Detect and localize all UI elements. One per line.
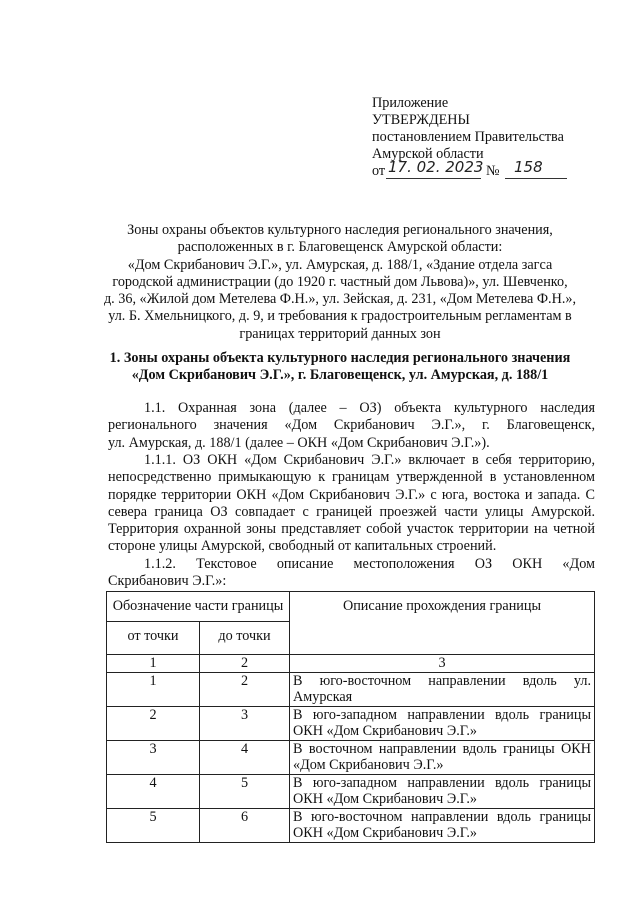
from-point-cell: 4 bbox=[107, 774, 200, 808]
from-point-cell: 3 bbox=[107, 740, 200, 774]
colnum-cell: 3 bbox=[290, 655, 595, 673]
title-line: ул. Б. Хмельницкого, д. 9, и требования к градостроительным регламентам в bbox=[108, 308, 572, 325]
to-point-cell: 6 bbox=[200, 808, 290, 842]
description-cell: В юго-восточном направлении вдоль границы ОКН «Дом Скрибанович Э.Г.» bbox=[290, 808, 595, 842]
paragraph-line: севера граница ОЗ совпадает с границей проезжей части улицы Амурской. bbox=[108, 503, 595, 520]
paragraph-line: Территория охранной зоны представляет собой участок территории на четной bbox=[108, 521, 595, 538]
header-boundary-description: Описание прохождения границы bbox=[290, 592, 595, 655]
date-underline bbox=[386, 178, 481, 179]
title-line: городской администрации (до 1920 г. частный дом Львова)», ул. Шевченко, bbox=[112, 273, 568, 290]
handwritten-date: 17. 02. 2023 bbox=[388, 158, 484, 176]
colnum-cell: 1 bbox=[107, 655, 200, 673]
date-prefix: от bbox=[372, 163, 386, 179]
paragraph-line: 1.1. Охранная зона (далее – ОЗ) объекта культурного наследия bbox=[144, 400, 595, 416]
boundary-table bbox=[106, 591, 595, 843]
description-cell: В юго-восточном направлении вдоль ул. Амурская bbox=[290, 672, 595, 706]
table-row bbox=[107, 774, 595, 808]
paragraph-1-1-2 bbox=[108, 556, 595, 591]
table-row bbox=[107, 706, 595, 740]
title-line: Зоны охраны объектов культурного наследия регионального значения, bbox=[127, 222, 553, 238]
to-point-cell: 4 bbox=[200, 740, 290, 774]
resolution-label: постановлением Правительства bbox=[372, 129, 564, 145]
table-row bbox=[107, 740, 595, 774]
to-point-cell: 3 bbox=[200, 706, 290, 740]
paragraph-line: ул. Амурская, д. 188/1 (далее – ОКН «Дом Скрибанович Э.Г.»). bbox=[108, 434, 490, 451]
title-line: «Дом Скрибанович Э.Г.», ул. Амурская, д. 188/1, «Здание отдела загса bbox=[127, 256, 553, 273]
to-point-cell: 5 bbox=[200, 774, 290, 808]
paragraph-line: порядке территории ОКН «Дом Скрибанович Э.Г.» с юга, востока и запада. С bbox=[108, 486, 595, 503]
description-cell: В восточном направлении вдоль границы ОКН «Дом Скрибанович Э.Г.» bbox=[290, 740, 595, 774]
header-boundary-part: Обозначение части границы bbox=[107, 592, 290, 622]
paragraph-line: стороне улицы Амурской, свободный от капитальных строений. bbox=[108, 538, 497, 555]
table-row bbox=[107, 672, 595, 706]
from-point-cell: 1 bbox=[107, 672, 200, 706]
paragraph-line: Скрибанович Э.Г.»: bbox=[108, 573, 227, 590]
paragraph-line: 1.1.2. Текстовое описание местоположения ОЗ ОКН «Дом bbox=[144, 556, 595, 572]
number-underline bbox=[505, 178, 567, 179]
number-sign: № bbox=[486, 163, 500, 179]
appendix-label: Приложение bbox=[372, 95, 449, 111]
document-title bbox=[100, 222, 580, 343]
header-to-point: до точки bbox=[200, 622, 290, 655]
colnum-cell: 2 bbox=[200, 655, 290, 673]
section-heading-line: «Дом Скрибанович Э.Г.», г. Благовещенск, ул. Амурская, д. 188/1 bbox=[131, 367, 549, 384]
section-heading bbox=[100, 350, 580, 385]
approved-label: УТВЕРЖДЕНЫ bbox=[372, 112, 470, 128]
table-colnum-row bbox=[107, 655, 595, 673]
table-header-row bbox=[107, 592, 595, 622]
paragraph-1-1 bbox=[108, 400, 595, 452]
header-from-point: от точки bbox=[107, 622, 200, 655]
description-cell: В юго-западном направлении вдоль границы ОКН «Дом Скрибанович Э.Г.» bbox=[290, 706, 595, 740]
title-line: д. 36, «Жилой дом Метелева Ф.Н.», ул. Зейская, д. 231, «Дом Метелева Ф.Н.», bbox=[103, 291, 577, 308]
from-point-cell: 2 bbox=[107, 706, 200, 740]
title-line: расположенных в г. Благовещенск Амурской области: bbox=[177, 239, 503, 256]
table-row bbox=[107, 808, 595, 842]
paragraph-1-1-1 bbox=[108, 452, 595, 556]
handwritten-number: 158 bbox=[514, 158, 543, 176]
title-line: границах территорий данных зон bbox=[239, 325, 441, 342]
section-heading-line: 1. Зоны охраны объекта культурного наследия регионального значения bbox=[109, 350, 571, 366]
description-cell: В юго-западном направлении вдоль границы ОКН «Дом Скрибанович Э.Г.» bbox=[290, 774, 595, 808]
to-point-cell: 2 bbox=[200, 672, 290, 706]
from-point-cell: 5 bbox=[107, 808, 200, 842]
paragraph-line: регионального значения «Дом Скрибанович Э.Г.», г. Благовещенск, bbox=[108, 417, 595, 434]
paragraph-line: непосредственно примыкающую к границам утвержденной в установленном bbox=[108, 469, 595, 486]
region-label: Амурской области bbox=[372, 146, 484, 162]
paragraph-line: 1.1.1. ОЗ ОКН «Дом Скрибанович Э.Г.» включает в себя территорию, bbox=[144, 452, 595, 468]
